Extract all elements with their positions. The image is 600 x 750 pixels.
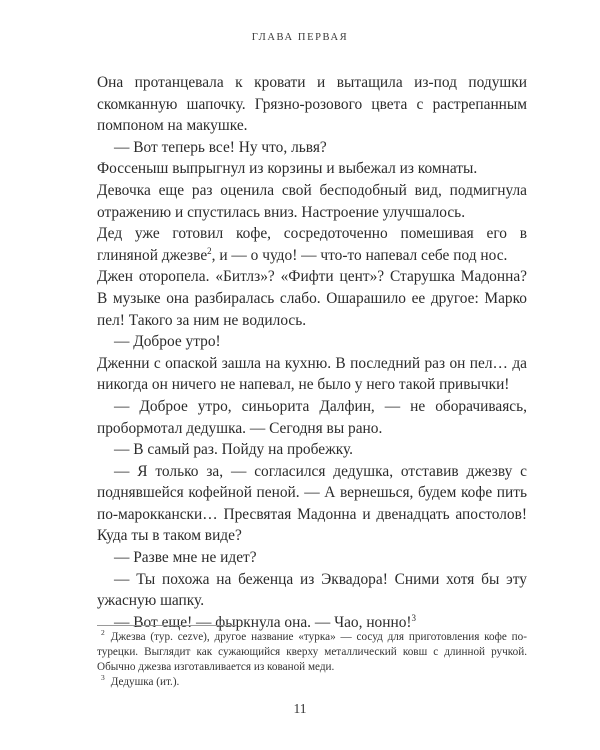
chapter-header: ГЛАВА ПЕРВАЯ bbox=[251, 32, 349, 43]
body-text bbox=[97, 72, 527, 633]
paragraph-4: Девочка еще раз оценила свой бесподобный вид, подмигнула отражению и спустилась вниз. Настроение улучшалось. bbox=[97, 181, 527, 221]
footnote-mark: 2 bbox=[101, 628, 105, 638]
paragraph-5-tail: , и — о чудо! — что-то напевал себе под нос. bbox=[211, 246, 508, 264]
footnote-mark: 3 bbox=[101, 673, 105, 683]
paragraph-3: Фоссеныш выпрыгнул из корзины и выбежал из комнаты. bbox=[97, 160, 478, 178]
paragraph-7: — Доброе утро! bbox=[114, 333, 221, 351]
paragraph-5 bbox=[97, 223, 527, 266]
footnote-text: Джезва (тур. cezve), другое название «турка» — сосуд для приготовления кофе по-турецки. Выглядит как сужающийся кверху металлический ковш с длинной ручкой. Обычно джезва изготавливается из кованой меди. bbox=[97, 631, 527, 673]
footnote-2 bbox=[97, 630, 527, 675]
footnote-ref-2: 2 bbox=[207, 245, 212, 256]
page-number: 11 bbox=[293, 701, 307, 716]
footnote-ref-3: 3 bbox=[411, 612, 417, 623]
paragraph-12: — Разве мне не идет? bbox=[114, 549, 257, 567]
paragraph-9: — Доброе утро, синьорита Далфин, — не оборачиваясь, пробормотал дедушка. — Сегодня вы рано. bbox=[97, 397, 527, 437]
paragraph-11: — Я только за, — согласился дедушка, отставив джезву с поднявшейся кофейной пеной. — А вернешься, будем кофе пить по-мароккански… Пресвятая Мадонна и двенадцать апостолов! Куда ты в таком виде? bbox=[97, 462, 527, 545]
paragraph-1: Она протанцевала к кровати и вытащила из-под подушки скомканную шапочку. Грязно-розового цвета с растрепанным помпоном на макушке. bbox=[97, 74, 527, 135]
paragraph-2: — Вот теперь все! Ну что, львя? bbox=[114, 138, 327, 156]
footnote-divider bbox=[97, 625, 237, 626]
footnote-text: Дедушка (ит.). bbox=[110, 676, 180, 688]
paragraph-5-main: Дед уже готовил кофе, сосредоточенно помешивая его в глиняной джезве bbox=[97, 225, 527, 264]
paragraph-14-text: — Вот еще! — фыркнула она. — Чао, нонно! bbox=[114, 613, 412, 631]
paragraph-13: — Ты похожа на беженца из Эквадора! Сними хотя бы эту ужасную шапку. bbox=[97, 570, 527, 610]
footnotes bbox=[97, 630, 527, 690]
paragraph-6: Джен оторопела. «Битлз»? «Фифти цент»? Старушка Мадонна? В музыке она разбиралась слабо. Ошарашило ее другое: Марко пел! Такого за ним не водилось. bbox=[97, 268, 527, 329]
paragraph-8: Дженни с опаской зашла на кухню. В последний раз он пел… да никогда он ничего не напевал, не было у него такой привычки! bbox=[97, 354, 527, 394]
footnote-3 bbox=[97, 675, 527, 690]
paragraph-10: — В самый раз. Пойду на пробежку. bbox=[114, 441, 353, 459]
